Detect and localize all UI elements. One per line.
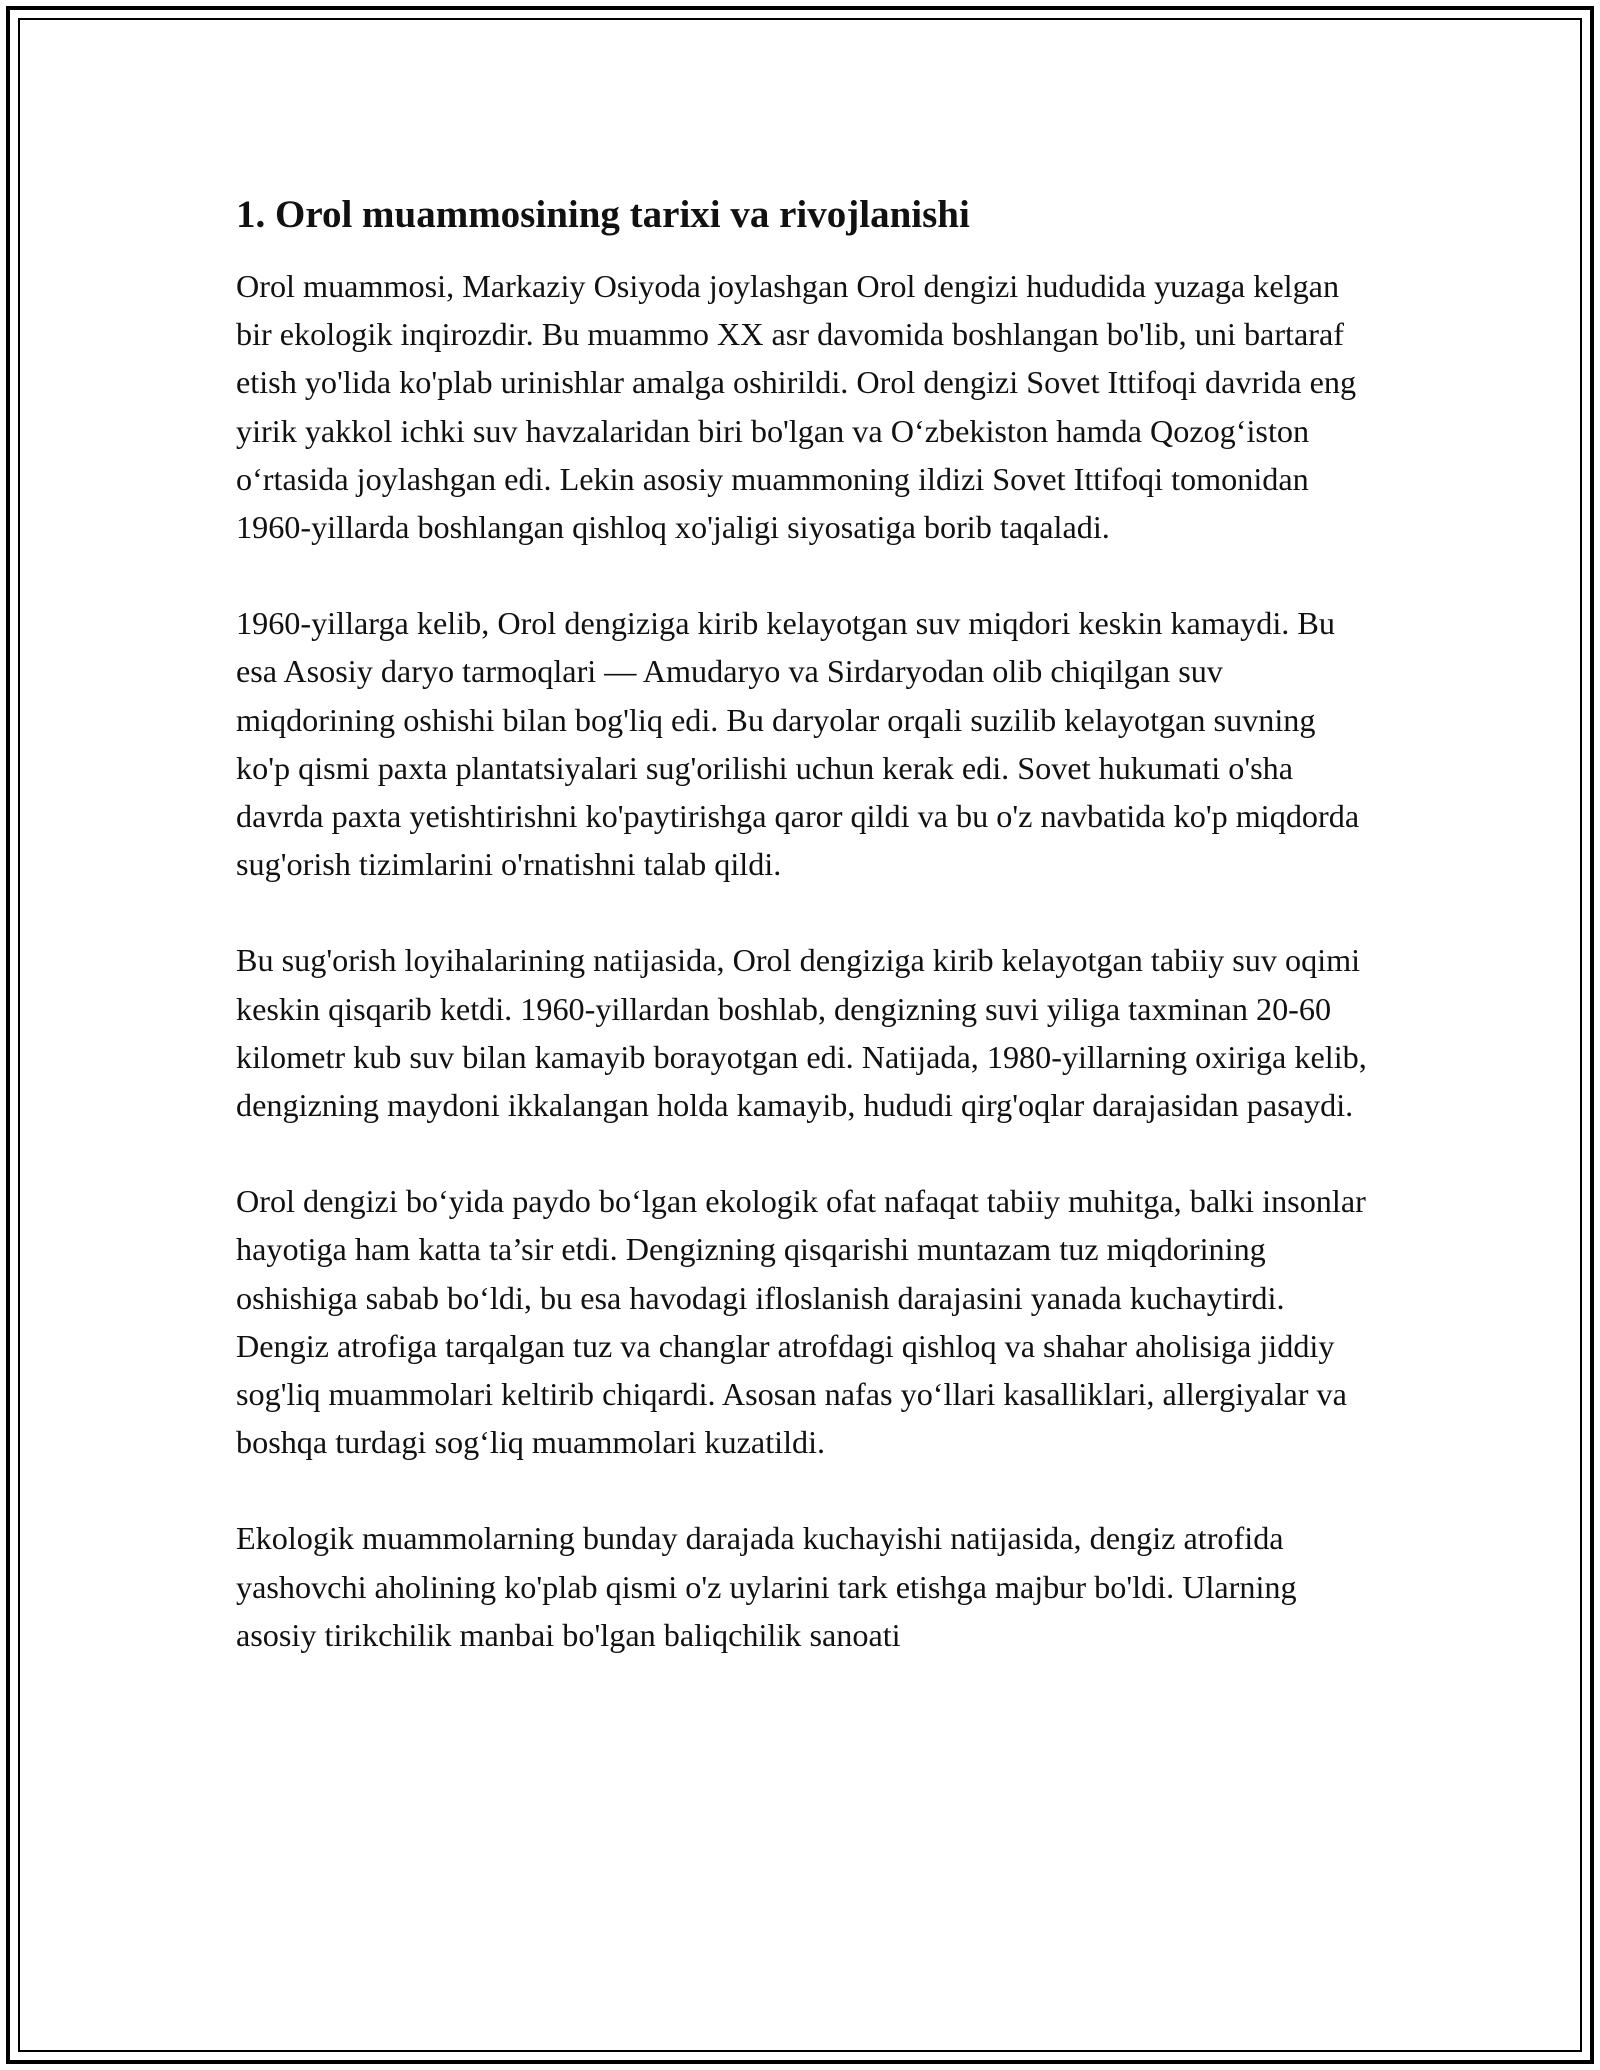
paragraph-3: Bu sug'orish loyihalarining natijasida, Orol dengiziga kirib kelayotgan tabiiy suv oqimi keskin qisqarib ketdi. 1960-yillardan boshlab, dengizning suvi yiliga taxminan 20-60 kilometr kub suv bilan kamayib borayotgan edi. Natijada, 1980-yillarning oxiriga kelib, dengizning maydoni ikkalangan holda kamayib, hududi qirg'oqlar darajasidan pasaydi. (236, 942, 1367, 1124)
paragraph-4: Orol dengizi bo‘yida paydo bo‘lgan ekologik ofat nafaqat tabiiy muhitga, balki insonlar hayotiga ham katta ta’sir etdi. Dengizning qisqarishi muntazam tuz miqdorining oshishiga sabab bo‘ldi, bu esa havodagi ifloslanish darajasini yanada kuchaytirdi. Dengiz atrofiga tarqalgan tuz va changlar atrofdagi qishloq va shahar aholisiga jiddiy sog'liq muammolari keltirib chiqardi. Asosan nafas yo‘llari kasalliklari, allergiyalar va boshqa turdagi sog‘liq muammolari kuzatildi. (236, 1183, 1366, 1461)
section-heading: 1. Orol muammosining tarixi va rivojlanishi (236, 193, 970, 236)
paragraph-2: 1960-yillarga kelib, Orol dengiziga kirib kelayotgan suv miqdori keskin kamaydi. Bu esa Asosiy daryo tarmoqlari — Amudaryo va Sirdaryodan olib chiqilgan suv miqdorining oshishi bilan bog'liq edi. Bu daryolar orqali suzilib kelayotgan suvning ko'p qismi paxta plantatsiyalari sug'orilishi uchun kerak edi. Sovet hukumati o'sha davrda paxta yetishtirishni ko'paytirishga qaror qildi va bu o'z navbatida ko'p miqdorda sug'orish tizimlarini o'rnatishni talab qildi. (236, 605, 1360, 883)
document-body (236, 188, 1376, 1707)
paragraph-1: Orol muammosi, Markaziy Osiyoda joylashgan Orol dengizi hududida yuzaga kelgan bir ekologik inqirozdir. Bu muammo XX asr davomida boshlangan bo'lib, uni bartaraf etish yo'lida ko'plab urinishlar amalga oshirildi. Orol dengizi Sovet Ittifoqi davrida eng yirik yakkol ichki suv havzalaridan biri bo'lgan va O‘zbekiston hamda Qozog‘iston o‘rtasida joylashgan edi. Lekin asosiy muammoning ildizi Sovet Ittifoqi tomonidan 1960-yillarda boshlangan qishloq xo'jaligi siyosatiga borib taqaladi. (236, 268, 1357, 546)
paragraph-5: Ekologik muammolarning bunday darajada kuchayishi natijasida, dengiz atrofida yashovchi aholining ko'plab qismi o'z uylarini tark etishga majbur bo'ldi. Ularning asosiy tirikchilik manbai bo'lgan baliqchilik sanoati (236, 1520, 1297, 1653)
